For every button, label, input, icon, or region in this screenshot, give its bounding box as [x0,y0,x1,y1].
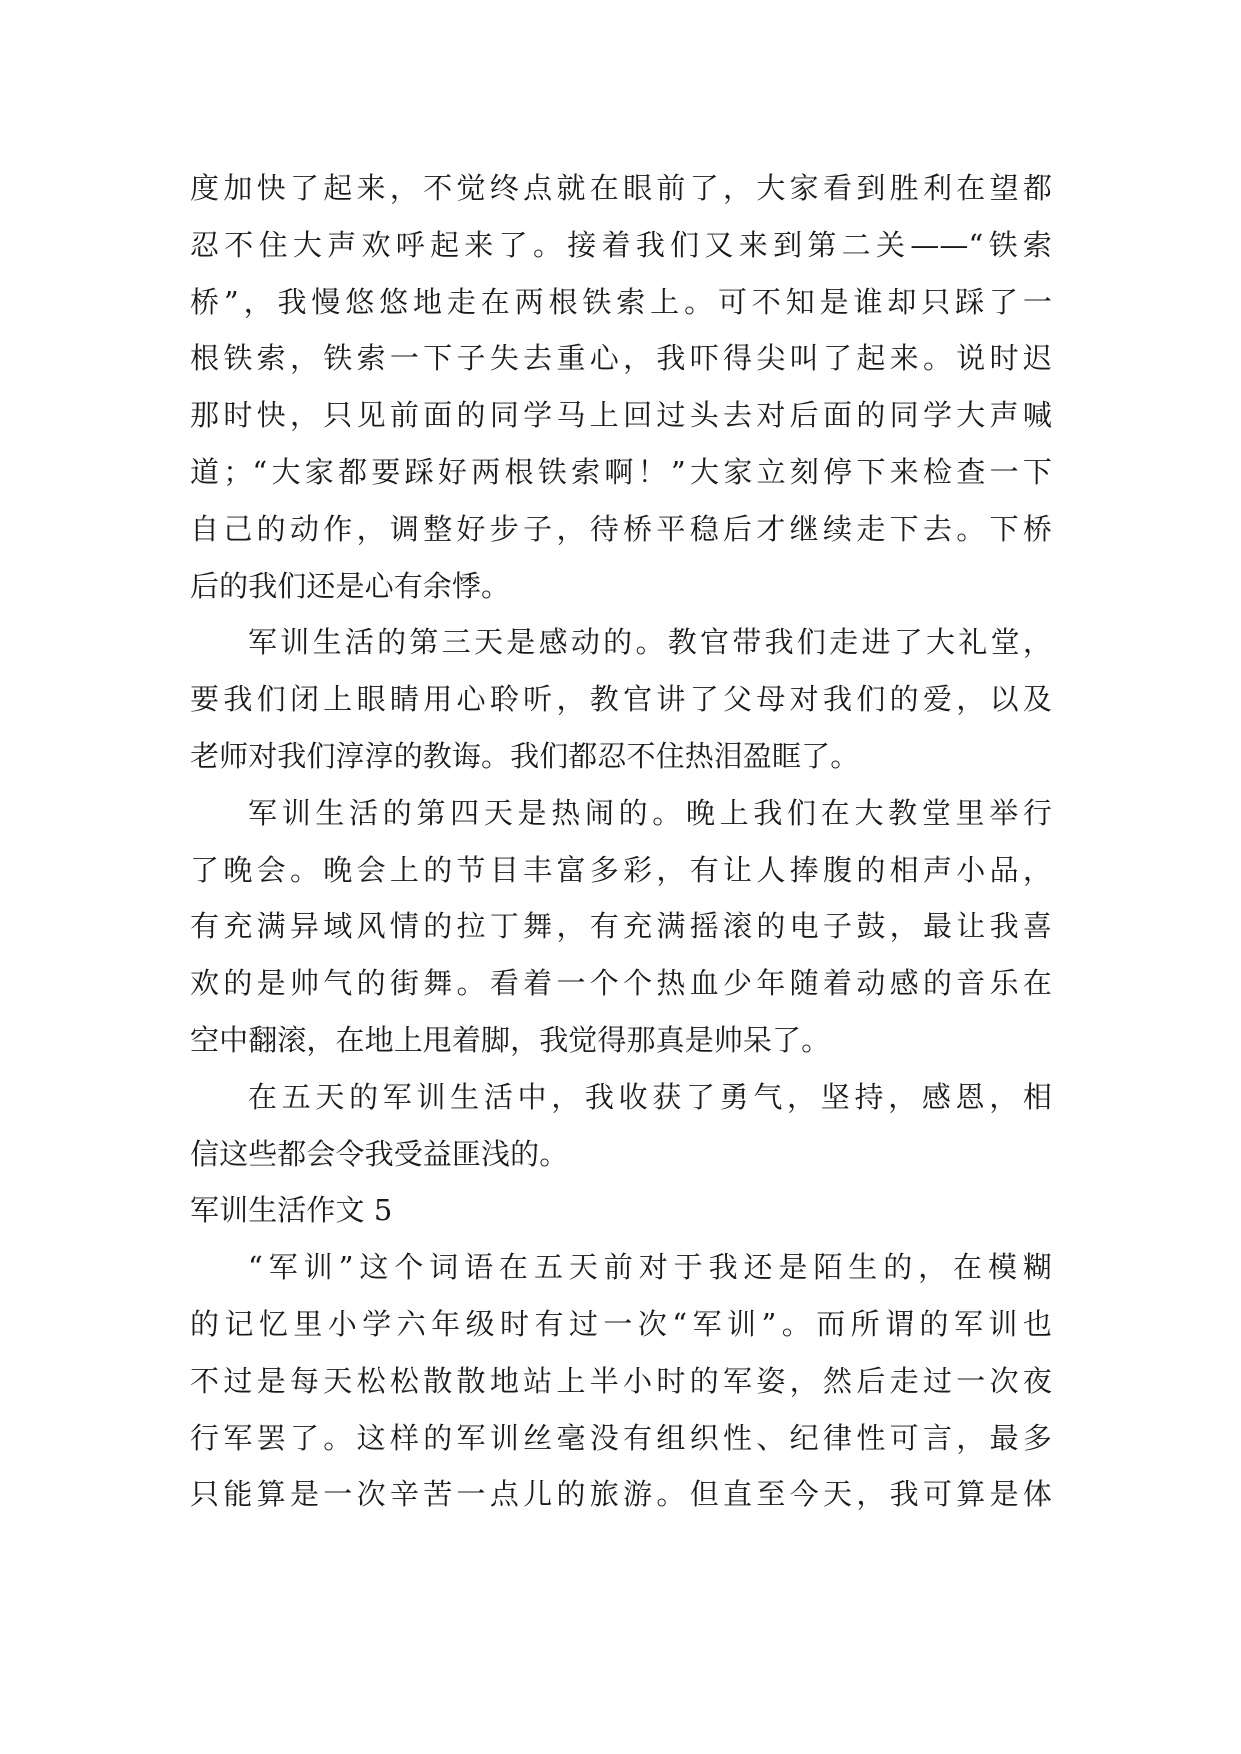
essay-body [190,160,1052,1523]
text-line: 道；“大家都要踩好两根铁索啊！”大家立刻停下来检查一下 [190,454,1052,489]
text-line: 的记忆里小学六年级时有过一次“军训”。而所谓的军训也 [190,1306,1052,1341]
text-line: 那时快，只见前面的同学马上回过头去对后面的同学大声喊 [190,398,1052,433]
paragraph-first-line: “军训”这个词语在五天前对于我还是陌生的，在模糊 [248,1250,1052,1285]
text-line: 忍不住大声欢呼起来了。接着我们又来到第二关——“铁索 [190,227,1052,262]
text-line: 根铁索，铁索一下子失去重心，我吓得尖叫了起来。说时迟 [190,341,1052,376]
text-line: 有充满异域风情的拉丁舞，有充满摇滚的电子鼓，最让我喜 [190,909,1052,944]
paragraph-first-line: 军训生活的第三天是感动的。教官带我们走进了大礼堂， [248,625,1052,660]
text-line: 行军罢了。这样的军训丝毫没有组织性、纪律性可言，最多 [190,1420,1052,1455]
text-line: 不过是每天松松散散地站上半小时的军姿，然后走过一次夜 [190,1363,1052,1398]
paragraph-last-line: 老师对我们淳淳的教诲。我们都忍不住热泪盈眶了。 [190,738,860,773]
text-line: 只能算是一次辛苦一点儿的旅游。但直至今天，我可算是体 [190,1477,1052,1512]
text-line: 自己的动作，调整好步子，待桥平稳后才继续走下去。下桥 [190,511,1052,546]
text-line: 欢的是帅气的街舞。看着一个个热血少年随着动感的音乐在 [190,966,1052,1001]
paragraph-last-line: 空中翻滚，在地上甩着脚，我觉得那真是帅呆了。 [190,1022,831,1057]
paragraph-last-line: 信这些都会令我受益匪浅的。 [190,1136,569,1171]
section-heading: 军训生活作文 5 [190,1193,393,1228]
paragraph-first-line: 在五天的军训生活中，我收获了勇气，坚持，感恩，相 [248,1079,1052,1114]
paragraph-last-line: 后的我们还是心有余悸。 [190,568,511,603]
text-line: 桥”，我慢悠悠地走在两根铁索上。可不知是谁却只踩了一 [190,284,1052,319]
text-line: 了晚会。晚会上的节目丰富多彩，有让人捧腹的相声小品， [190,852,1052,887]
text-line: 要我们闭上眼睛用心聆听，教官讲了父母对我们的爱，以及 [190,682,1052,717]
text-line: 度加快了起来，不觉终点就在眼前了，大家看到胜利在望都 [190,171,1052,205]
paragraph-first-line: 军训生活的第四天是热闹的。晚上我们在大教堂里举行 [248,795,1052,830]
